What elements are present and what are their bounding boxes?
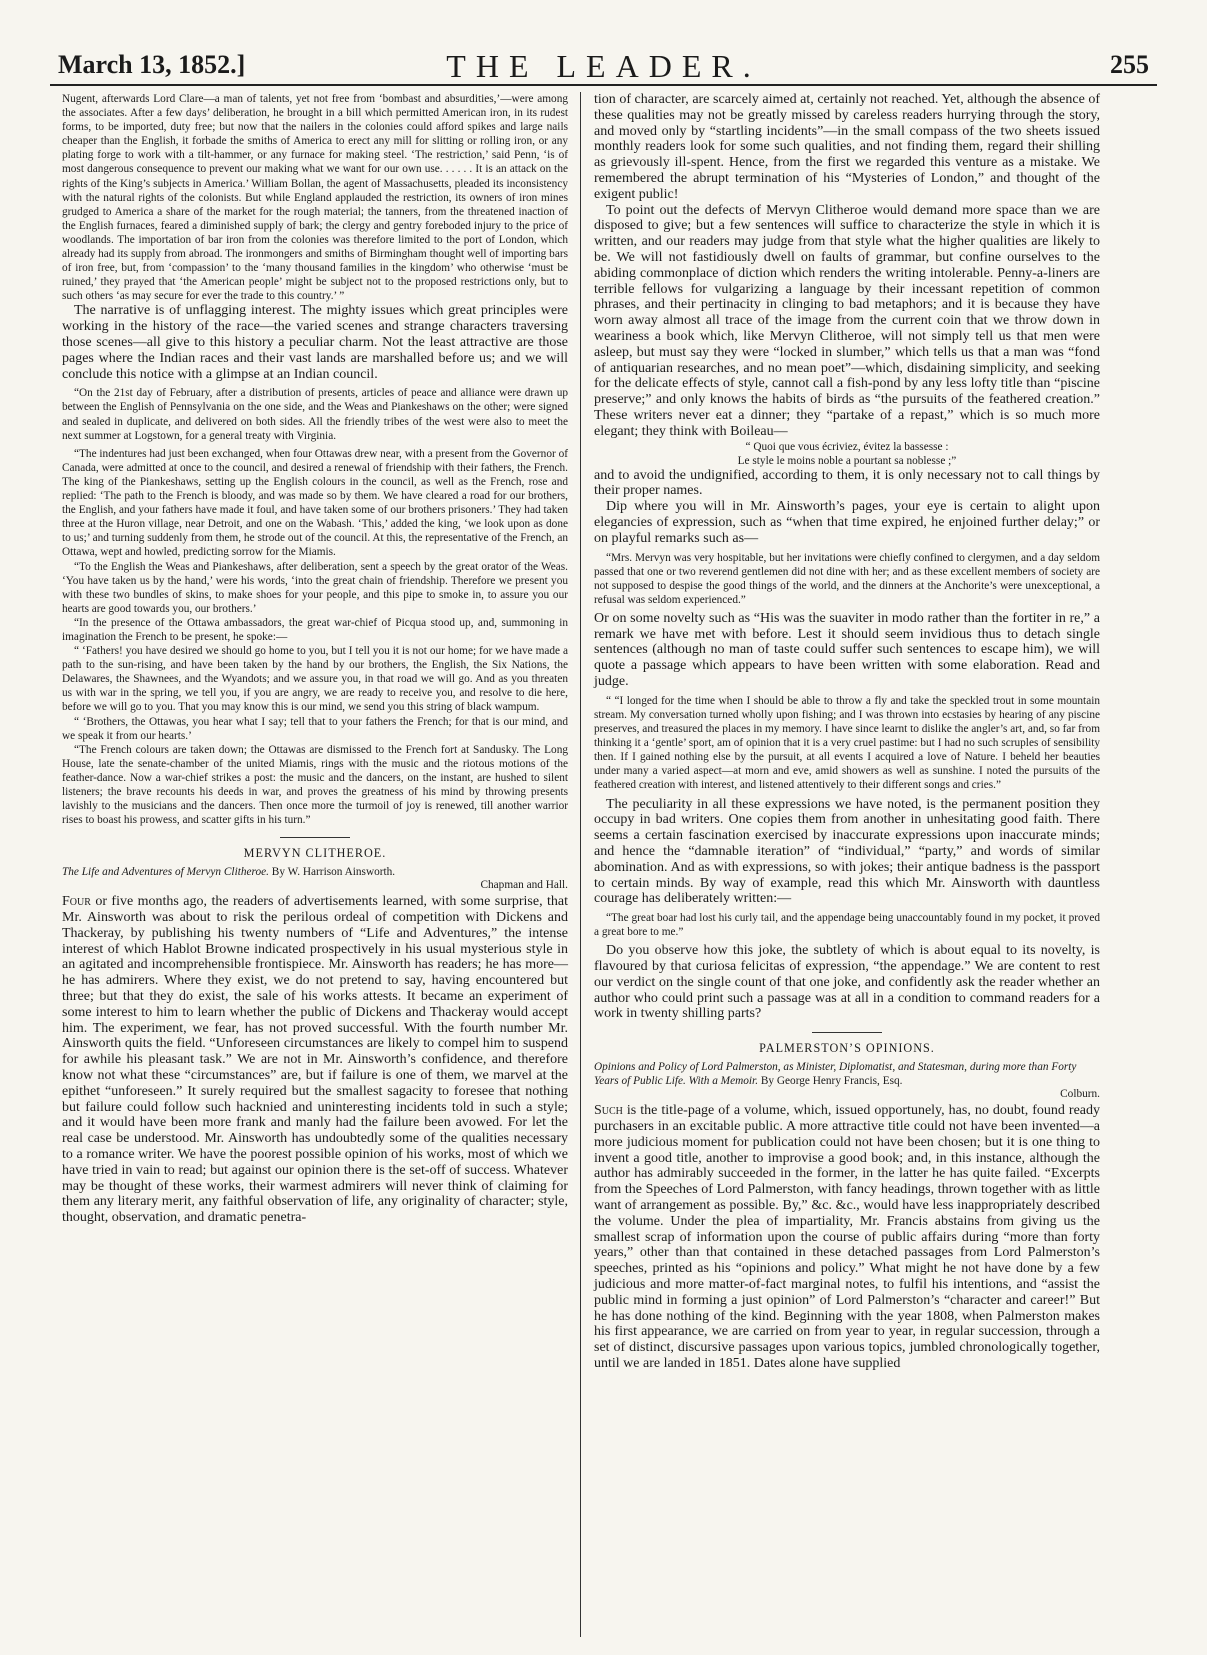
body-paragraph: Dip where you will in Mr. Ainsworth’s pages, your eye is certain to alight upon elegancies of expression, such as “when that time expired, he enjoined further delay;” or on playful remarks such as— bbox=[594, 499, 1100, 546]
section-divider bbox=[812, 1032, 882, 1033]
quoted-paragraph: “In the presence of the Ottawa ambassadors, the great war-chief of Picqua stood up, and, summoning in imagination the French to be present, he spoke:— bbox=[62, 616, 568, 643]
book-title: The Life and Adventures of Mervyn Clitheroe. bbox=[62, 866, 269, 879]
review-body: Four or five months ago, the readers of advertisements learned, with some surprise, that Mr. Ainsworth was about to risk the perilous ordeal of competition with Dickens and Thackeray, by publishing his twenty numbers of “Life and Adventures,” the intense interest of which Hablot Browne indicated prospectively in his usual mysterious style in an agitated and incomprehensible frontispiece. Mr. Ainsworth has readers; he has more—he has admirers. Where they exist, we do not pretend to say, having encountered but three; but that they do exist, the sale of his works attests. It became an experiment of some interest to him to learn whether the public of Dickens and Thackeray would accept him. The experiment, we fear, has not proved successful. With the fourth number Mr. Ainsworth quits the field. “Unforeseen circumstances are likely to compel him to suspend for awhile his pleasant task.” We are not in Mr. Ainsworth’s confidence, and therefore know not what these “circumstances” are, but if failure is one of them, we marvel at the epithet “unforeseen.” It surely required but the smallest sagacity to foresee that nothing but failure could follow such hacknied and uninteresting incidents told in such a style; and it would have been more frank and manly had the failure been avowed. For let the real case be understood. Mr. Ainsworth has undoubtedly some of the qualities necessary to a romance writer. We have the poorest possible opinion of his works, most of which we have tried in vain to read; but against our opinion there is the set-off of success. Whatever may be thought of these works, their warmest admirers will never think of claiming for them any literary merit, any faithful observation of life, any originality of character; style, thought, observation, and dramatic penetra- bbox=[62, 894, 568, 1226]
issue-date: March 13, 1852.] bbox=[58, 50, 246, 79]
body-paragraph: The peculiarity in all these expressions we have noted, is the permanent position they occupy in bad writers. One copies them from another in unhesitating good faith. There seems a certain fascination exercised by inaccurate expressions upon inaccurate minds; and hence the “damnable iteration” of “individual,” “party,” and words of similar abomination. And as with expressions, so with jokes; their antique badness is the passport to certain minds. By way of example, read this which Mr. Ainsworth with dauntless courage has deliberately written:— bbox=[594, 796, 1100, 907]
verse-line: “ Quoi que vous écriviez, évitez la bassesse : bbox=[745, 440, 949, 453]
body-paragraph: Do you observe how this joke, the subtlety of which is about equal to its novelty, is flavoured by that curiosa felicitas of expression, “the appendage.” We are content to rest our verdict on the single count of that one joke, and confidently ask the reader whether an author who could print such a passage was at all in a condition to command readers for a work in twenty shilling parts? bbox=[594, 943, 1100, 1022]
book-publisher: Colburn. bbox=[1060, 1088, 1100, 1101]
quoted-paragraph: “The great boar had lost his curly tail, and the appendage being unaccountably found in my pocket, it proved a great bore to me.” bbox=[594, 912, 1100, 939]
review-body: Such is the title-page of a volume, which, issued opportunely, has, no doubt, found ready purchasers in an excitable public. A more attractive title could not have been invented—a more judicious moment for publication could not have been chosen; but it is one thing to invent a good title, another to improvise a good book; and, in this instance, although the author has admirably succeeded in the former, in the latter he has quite failed. “Excerpts from the Speeches of Lord Palmerston, with fancy headings, thrown together with as little want of arrangement as possible. By,” &c. &c., would have less inappropriately described the volume. Under the plea of impartiality, Mr. Francis abstains from giving us the smallest scrap of information upon the course of public affairs during “more than forty years,” other than that contained in these detached passages from Lord Palmerston’s speeches, printed as his “opinions and policy.” What might he not have done by a few judicious and more matter-of-fact marginal notes, to fulfil his intentions, and “assist the public mind in forming a just opinion” of Lord Palmerston’s “character and career!” But he has done nothing of the kind. Beginning with the year 1808, when Palmerston makes his first appearance, we are carried on from year to year, in regular succession, through a set of distinct, discursive passages upon various topics, jumbled chronologically together, until we are landed in 1851. Dates alone have supplied bbox=[594, 1103, 1101, 1372]
body-paragraph: tion of character, are scarcely aimed at, certainly not reached. Yet, although the absence of these qualities may not be greatly missed by careless readers hurrying through the story, and moved only by “startling incidents”—in the small compass of the two sheets issued monthly readers look for some such qualities, and not finding them, regard their shilling as grievously ill-spent. Hence, from the first we regarded this venture as a mistake. We remembered the abrupt termination of his “Mysteries of London,” and thought of the exigent public! bbox=[594, 92, 1100, 202]
book-author: By George Henry Francis, Esq. bbox=[760, 1075, 903, 1088]
quoted-paragraph: “To the English the Weas and Piankeshaws, after deliberation, sent a speech by the great orator of the Weas. ‘You have taken us by the hand,’ were his words, ‘into the great chain of friendship. Therefore we present you with these two bundles of skins, to make shoes for your people, and this pipe to smoke in, to assure you our hearts are good towards you, our brothers.’ bbox=[62, 560, 568, 615]
quoted-paragraph: Nugent, afterwards Lord Clare—a man of talents, yet not free from ‘bombast and absurdities,’—were among the associates. After a few days’ deliberation, he brought in a bill which permitted American iron, in its rudest forms, to be imported, duty free; but now that the nailers in the colonies could afford spikes and large nails cheaper than the English, it forbade the smiths of America to erect any mill for slitting or rolling iron, or any plating forge to work with a tilt-hammer, or any furnace for making steel. ‘The restriction,’ said Penn, ‘is of most dangerous consequence to prevent our making what we want for our own use. . . . . . It is an attack on the rights of the King’s subjects in America.’ William Bollan, the agent of Massachusetts, pleaded its inconsistency with the natural rights of the colonists. But while England applauded the restriction, its owners of iron mines grudged to America a share of the market for the rough material; the tanners, from the threatened inaction of the English furnaces, feared a diminished supply of bark; the clergy and gentry foreboded injury to the price of woodlands. The importation of bar iron from the colonies was therefore limited to the port of London, which already had its supply from abroad. The ironmongers and smiths of Birmingham thought well of importing bars of iron free, but, from ‘compassion’ to the ‘many thousand families in the kingdom’ who otherwise ‘must be ruined,’ they prayed that ‘the American people’ might be subject not to the proposed restrictions only, but to such others ‘as may secure for ever the trade to this country.’ ” bbox=[62, 93, 568, 303]
newspaper-title: THE LEADER. bbox=[446, 48, 761, 84]
column-divider bbox=[580, 92, 581, 1637]
body-paragraph: and to avoid the undignified, according to them, it is only necessary not to call things by their proper names. bbox=[594, 467, 1100, 499]
body-paragraph: To point out the defects of Mervyn Clitheroe would demand more space than we are disposed to give; but a few sentences will suffice to characterize the style in which it is written, and our readers may judge from that style what the higher qualities are likely to be. We will not fastidiously dwell on faults of grammar, but confine ourselves to the abiding commonplace of diction which renders the writing intolerable. Penny-a-liners are terrible fellows for vulgarizing a language by their incessant repetition of common phrases, and their pertinacity in clinging to bad metaphors; and it is because they have worn away almost all trace of the image from the current coin that we throw down in weariness a book which, like Mervyn Clitheroe, will not simply tell us that men were asleep, but must say they were “locked in slumber,” which tells us that a man was “fond of antiquarian researches, and no mean poet”—which, disdaining simplicity, and seeking for the delicate effects of style, cannot call a fish-pond by any less lofty title than “piscine preserve;” and only knows the habits of birds as “the pursuits of the feathered creation.” These writers never eat a dinner; they “partake of a repast,” which is so much more elegant; they think with Boileau— bbox=[594, 202, 1100, 439]
lead-word: Such bbox=[594, 1103, 623, 1119]
verse-line: Le style le moins noble a pourtant sa noblesse ;” bbox=[737, 454, 957, 467]
quoted-paragraph: “The indentures had just been exchanged, when four Ottawas drew near, with a present from the Governor of Canada, were admitted at once to the council, and desired a renewal of friendship with their fathers, the French. The king of the Piankeshaws, setting up the English colours in the council, as well as the French, rose and replied: ‘The path to the French is bloody, and was made so by them. We have cleared a road for our brothers, the English, and your fathers have made it foul, and have taken some of our brothers prisoners.’ They had taken three at the Huron village, near Detroit, and one on the Wabash. ‘This,’ added the king, ‘we look upon as done to us;’ and turning suddenly from them, he strode out of the council. At this, the representative of the French, an Ottawa, wept and howled, predicting sorrow for the Miamis. bbox=[62, 447, 568, 559]
body-paragraph: The narrative is of unflagging interest. The mighty issues which great principles were working in the history of the race—the varied scenes and strange characters traversing those scenes—all give to this history a peculiar charm. Not the least attractive are those pages where the Indian races and their vast lands are marshalled before us; and we will conclude this notice with a glimpse at an Indian council. bbox=[62, 303, 568, 382]
quoted-paragraph: “On the 21st day of February, after a distribution of presents, articles of peace and alliance were drawn up between the English of Pennsylvania on the one side, and the Weas and Piankeshaws on the other; were signed and sealed in duplicate, and delivered on both sides. All the friendly tribes of the west were also to meet the next summer at Logstown, for a general treaty with Virginia. bbox=[62, 387, 568, 442]
lead-word: Four bbox=[62, 894, 91, 910]
book-publisher: Chapman and Hall. bbox=[480, 879, 568, 892]
book-title: Opinions and Policy of Lord Palmerston, as Minister, Diplomatist, and Statesman, during more than Forty Years of Public Life. With a Memoir. bbox=[594, 1061, 1077, 1088]
verse-quote bbox=[594, 440, 1100, 468]
quoted-paragraph: “Mrs. Mervyn was very hospitable, but her invitations were chiefly confined to clergymen, and a day seldom passed that one or two reverend gentlemen did not dine with her; and as these excellent members of society are not supposed to despise the good things of the world, and the dinners at the Anchorite’s were unexceptional, a refusal was seldom experienced.” bbox=[594, 551, 1100, 606]
review-heading: PALMERSTON’S OPINIONS. bbox=[759, 1041, 935, 1056]
quoted-paragraph: “The French colours are taken down; the Ottawas are dismissed to the French fort at Sandusky. The Long House, late the senate-chamber of the united Miamis, rings with the music and the riotous motions of the feather-dance. Now a war-chief strikes a post: the music and the dancers, on the instant, are hushed to silent listeners; the brave recounts his deeds in war, and proves the greatness of his mind by throwing presents lavishly to the musicians and the dancers. Then once more the turmoil of joy is renewed, till another warrior rises to boast his prowess, and scatter gifts in his turn.” bbox=[62, 743, 568, 827]
masthead bbox=[50, 44, 1157, 86]
review-heading: MERVYN CLITHEROE. bbox=[243, 846, 387, 861]
left-column bbox=[62, 92, 568, 1226]
review-citation bbox=[62, 865, 568, 879]
right-column bbox=[594, 92, 1100, 1372]
book-author: By W. Harrison Ainsworth. bbox=[271, 866, 396, 879]
page-number: 255 bbox=[1110, 50, 1149, 79]
section-divider bbox=[280, 837, 350, 838]
review-citation bbox=[594, 1060, 1100, 1088]
quoted-paragraph: “ ‘Brothers, the Ottawas, you hear what I say; tell that to your fathers the French; for that is our mind, and we speak it from our hearts.’ bbox=[62, 715, 568, 742]
quoted-paragraph: “ “I longed for the time when I should be able to throw a fly and take the speckled trout in some mountain stream. My conversation turned wholly upon fishing; and I was thrown into ecstasies by hearing of any piscine preserves, and treasured the places in my memory. I have since learnt to dislike the angler’s art, and, so far from thinking it a ‘gentle’ sport, am of opinion that it is a very cruel pastime: but I had no such scruples of sensibility then. If I gained nothing else by the pursuit, at all events I acquired a love of Nature. I beheld her beauties under many a varied aspect—at morn and eve, amid showers as well as sunshine. I noted the pursuits of the feathered creation with interest, and listened attentively to their different songs and cries.” bbox=[594, 694, 1100, 792]
quoted-paragraph: “ ‘Fathers! you have desired we should go home to you, but I tell you it is not our home; for we have made a path to the sun-rising, and have been taken by the hand by our brothers, the English, the Six Nations, the Delawares, the Shawnees, and the Wyandots; and we assure you, in that road we will go. And as you threaten us with war in the spring, we tell you, if you are angry, we are ready to receive you, and resolve to die here, before we will go to you. That you may know this is our mind, we send you this string of black wampum. bbox=[62, 645, 568, 714]
body-paragraph: Or on some novelty such as “His was the suaviter in modo rather than the fortiter in re,” a remark we have met with before. Lest it should seem invidious thus to detach single sentences (although no man of taste could suffer such sentences to escape him), we will quote a passage which appears to have been written with some elaboration. Read and judge. bbox=[594, 610, 1100, 690]
